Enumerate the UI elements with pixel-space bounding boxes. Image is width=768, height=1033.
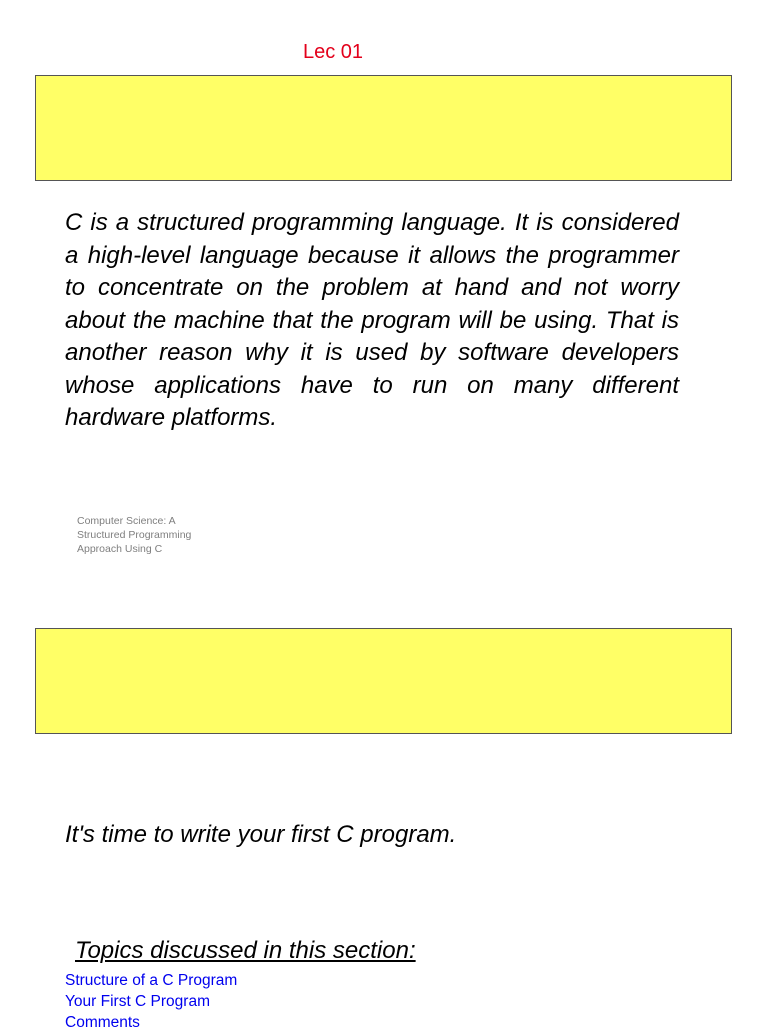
intro-paragraph: C is a structured programming language. It is considered a high-level language because it allows the programmer to concentrate on the problem at hand and not worry about the machine that the program will be using. That is another reason why it is used by software developers whose applications have to run on many different hardware platforms. xyxy=(65,209,679,431)
source-note xyxy=(77,514,227,556)
source-note-line: Structured Programming xyxy=(77,529,192,541)
topic-link-comments[interactable]: Comments xyxy=(65,1014,140,1031)
list-item xyxy=(65,1012,237,1033)
section-intro-line: It's time to write your first C program. xyxy=(65,821,457,848)
title-box-middle xyxy=(35,628,732,734)
source-note-line: Approach Using C xyxy=(77,543,163,555)
topic-link-first-program[interactable]: Your First C Program xyxy=(65,993,210,1010)
lecture-label: Lec 01 xyxy=(303,41,364,63)
title-box-top xyxy=(35,75,732,181)
topics-heading: Topics discussed in this section: xyxy=(75,937,416,964)
topic-link-structure[interactable]: Structure of a C Program xyxy=(65,972,238,989)
source-note-line: Computer Science: A xyxy=(77,515,176,527)
list-item xyxy=(65,991,237,1012)
list-item xyxy=(65,970,237,991)
